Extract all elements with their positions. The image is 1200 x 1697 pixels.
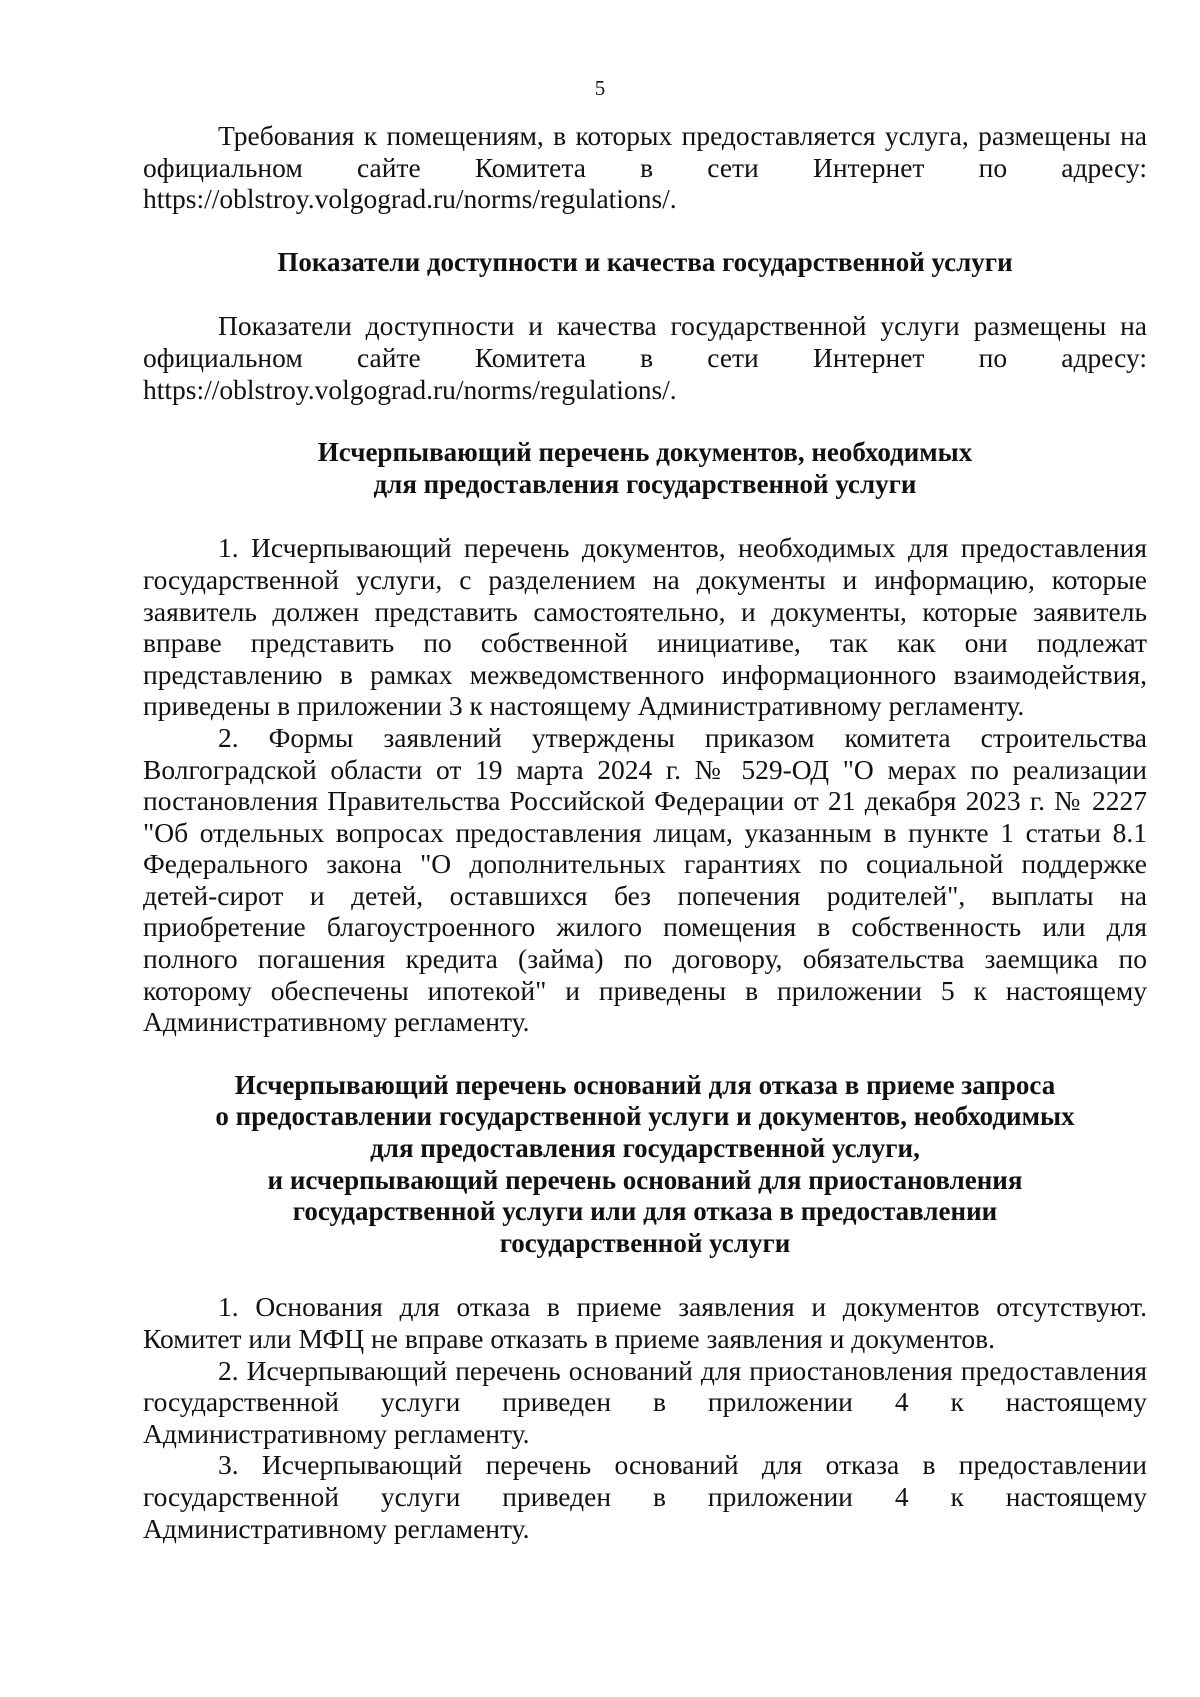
premises-paragraph: Требования к помещениям, в которых предоставляется услуга, размещены на официальном сайте Комитета в сети Интернет по адресу: https://oblstroy.volgograd.ru/norms/regulations/. [143,120,1147,215]
indicators-paragraph: Показатели доступности и качества государственной услуги размещены на официальном сайте Комитета в сети Интернет по адресу: https://oblstroy.volgograd.ru/norms/regulations/. [143,310,1147,405]
refusal-heading-line: государственной услуги [499,1227,791,1258]
documents-heading [143,437,1147,500]
refusal-heading [143,1070,1147,1260]
page-number: 5 [594,76,606,100]
documents-paragraph-2: 2. Формы заявлений утверждены приказом комитета строительства Волгоградской области от 19 марта 2024 г. № 529-ОД "О мерах по реализации постановления Правительства Российской Федерации от 21 декабря 2023 г. № 2227 "Об отдельных вопросах предоставления лицам, указанным в пункте 1 статьи 8.1 Федерального закона "О дополнительных гарантиях по социальной поддержке детей-сирот и детей, оставшихся без попечения родителей", выплаты на приобретение благоустроенного жилого помещения в собственность или для полного погашения кредита (займа) по договору, обязательства заемщика по которому обеспечены ипотекой" и приведены в приложении 5 к настоящему Административному регламенту. [143,721,1147,1038]
refusal-heading-line: Исчерпывающий перечень оснований для отказа в приеме запроса [234,1069,1056,1100]
refusal-heading-line: о предоставлении государственной услуги и документов, необходимых [215,1101,1075,1132]
document-body [143,120,1147,1544]
documents-heading-line: для предоставления государственной услуги [373,468,917,499]
refusal-heading-line: для предоставления государственной услуги, [370,1133,920,1164]
documents-paragraph-1: 1. Исчерпывающий перечень документов, необходимых для предоставления государственной услуги, с разделением на документы и информацию, которые заявитель должен представить самостоятельно, и документы, которые заявитель вправе представить по собственной инициативе, так как они подлежат представлению в рамках межведомственного информационного взаимодействия, приведены в приложении 3 к настоящему Административному регламенту. [143,532,1147,722]
refusal-paragraph-2: 2. Исчерпывающий перечень оснований для приостановления предоставления государственной услуги приведен в приложении 4 к настоящему Административному регламенту. [143,1354,1147,1449]
indicators-heading: Показатели доступности и качества государственной услуги [277,246,1013,277]
documents-heading-line: Исчерпывающий перечень документов, необходимых [317,437,973,468]
refusal-paragraph-3: 3. Исчерпывающий перечень оснований для отказа в предоставлении государственной услуги приведен в приложении 4 к настоящему Административному регламенту. [143,1449,1147,1544]
refusal-heading-line: государственной услуги или для отказа в предоставлении [292,1196,998,1227]
refusal-paragraph-1: 1. Основания для отказа в приеме заявления и документов отсутствуют. Комитет или МФЦ не вправе отказать в приеме заявления и документов. [143,1291,1147,1354]
refusal-heading-line: и исчерпывающий перечень оснований для приостановления [267,1164,1023,1195]
